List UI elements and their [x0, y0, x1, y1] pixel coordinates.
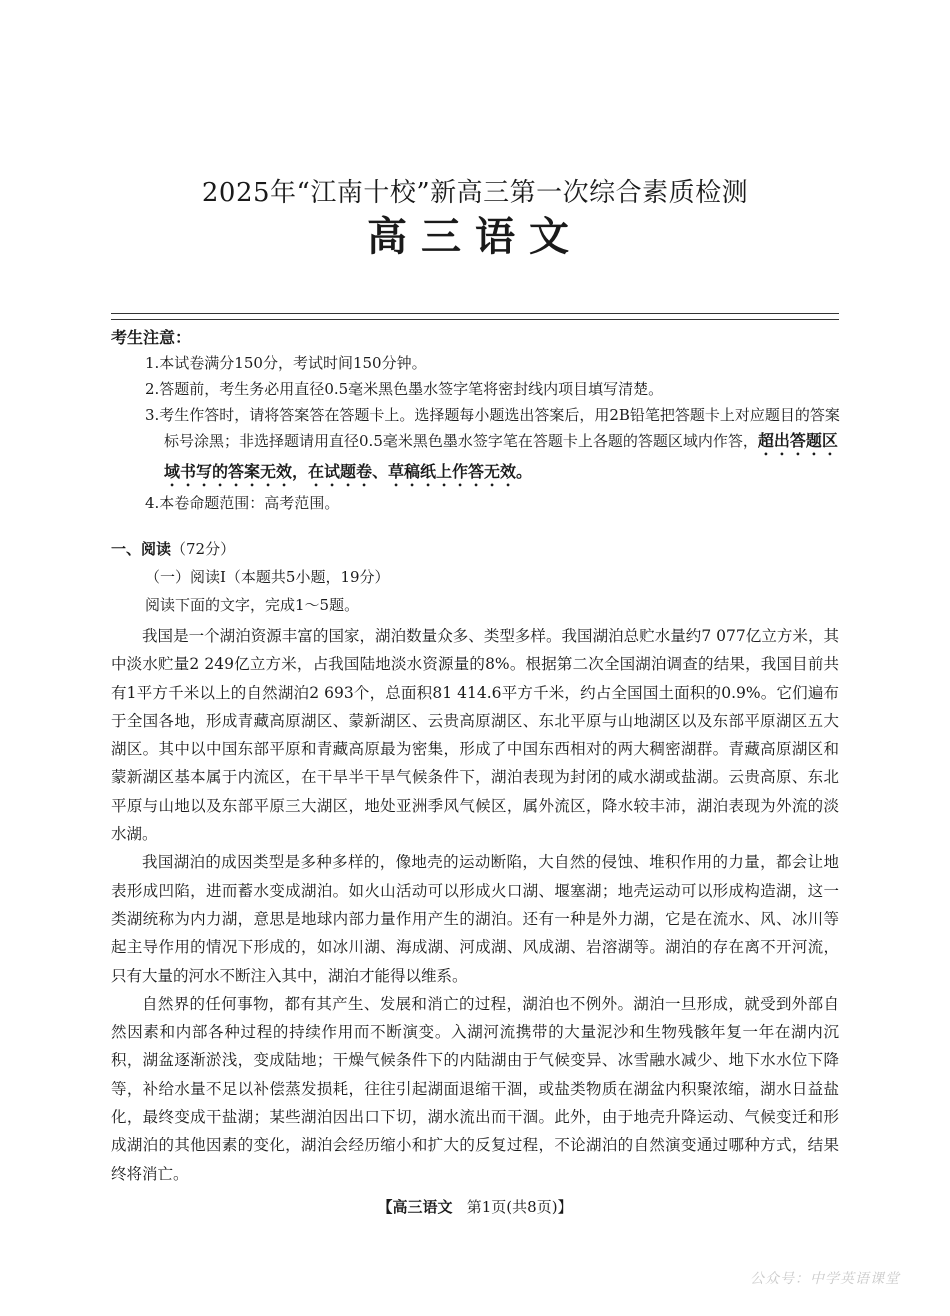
notice-item-3-text: 3.考生作答时，请将答案答在答题卡上。选择题每小题选出答案后，用2B铅笔把答题卡上对应题目的答案标号涂黑；非选择题请用直径0.5毫米黑色墨水签字笔在答题卡上各题的答题区域内作答，: [145, 406, 840, 450]
exam-title: 2025年“江南十校”新高三第一次综合素质检测: [201, 178, 749, 208]
double-rule-divider: [111, 313, 839, 320]
notice-item-3: [145, 402, 845, 490]
footer-subject-tag: 【高三语文: [377, 1198, 453, 1216]
notice-warning: 超出答题区域书写的答案无效，在试题卷、草稿纸上作答无效。: [164, 431, 838, 481]
page-footer: [0, 1196, 950, 1217]
notice-item-4: 4.本卷命题范围：高考范围。: [145, 494, 340, 512]
section-heading: [111, 538, 235, 559]
notice-heading: 考生注意：: [111, 328, 192, 347]
passage-paragraph-2: 我国湖泊的成因类型是多种多样的，像地壳的运动断陷，大自然的侵蚀、堆积作用的力量，都会让地表形成凹陷，进而蓄水变成湖泊。如火山活动可以形成火口湖、堰塞湖；地壳运动可以形成构造湖，这一类湖统称为内力湖，意思是地球内部力量作用产生的湖泊。还有一种是外力湖，它是在流水、风、冰川等起主导作用的情况下形成的，如冰川湖、海成湖、河成湖、风成湖、岩溶湖等。湖泊的存在离不开河流，只有大量的河水不断注入其中，湖泊才能得以维系。: [111, 853, 839, 985]
section-score: （72分）: [171, 540, 236, 558]
notice-item-2: 2.答题前，考生务必用直径0.5毫米黑色墨水签字笔将密封线内项目填写清楚。: [145, 380, 664, 398]
passage-paragraph-3: 自然界的任何事物，都有其产生、发展和消亡的过程，湖泊也不例外。湖泊一旦形成，就受到外部自然因素和内部各种过程的持续作用而不断演变。入湖河流携带的大量泥沙和生物残骸年复一年在湖内沉积，湖盆逐渐淤浅，变成陆地；干燥气候条件下的内陆湖由于气候变异、冰雪融水减少、地下水水位下降等，补给水量不足以补偿蒸发损耗，往往引起湖面退缩干涸，或盐类物质在湖盆内积聚浓缩，湖水日益盐化，最终变成干盐湖；某些湖泊因出口下切，湖水流出而干涸。此外，由于地壳升降运动、气候变迁和形成湖泊的其他因素的变化，湖泊会经历缩小和扩大的反复过程，不论湖泊的自然演变通过哪种方式，结果终将消亡。: [111, 994, 839, 1183]
notice-list: [145, 350, 845, 516]
watermark: 公众号：中学英语课堂: [750, 1271, 900, 1287]
notice-item-1: 1.本试卷满分150分，考试时间150分钟。: [145, 354, 427, 372]
footer-page-info: 第1页(共8页)】: [466, 1198, 573, 1216]
subject-title: 高三语文: [367, 213, 583, 260]
passage-paragraph-1: 我国是一个湖泊资源丰富的国家，湖泊数量众多、类型多样。我国湖泊总贮水量约7 077亿立方米，其中淡水贮量2 249亿立方米，占我国陆地淡水资源量的8%。根据第二次全国湖泊调查的结果，我国目前共有1平方千米以上的自然湖泊2 693个，总面积81 414.6平方千米，约占全国国土面积的0.9%。它们遍布于全国各地，形成青藏高原湖区、蒙新湖区、云贵高原湖区、东北平原与山地湖区以及东部平原湖区五大湖区。其中以中国东部平原和青藏高原最为密集，形成了中国东西相对的两大稠密湖群。青藏高原湖区和蒙新湖区基本属于内流区，在干旱半干旱气候条件下，湖泊表现为封闭的咸水湖或盐湖。云贵高原、东北平原与山地以及东部平原三大湖区，地处亚洲季风气候区，属外流区，降水较丰沛，湖泊表现为外流的淡水湖。: [111, 627, 839, 844]
reading-instruction: 阅读下面的文字，完成1～5题。: [145, 596, 360, 614]
section-heading-label: 一、阅读: [111, 540, 172, 558]
reading-passage: [111, 622, 839, 1188]
reading-sub-heading: （一）阅读Ⅰ（本题共5小题，19分）: [145, 568, 390, 586]
